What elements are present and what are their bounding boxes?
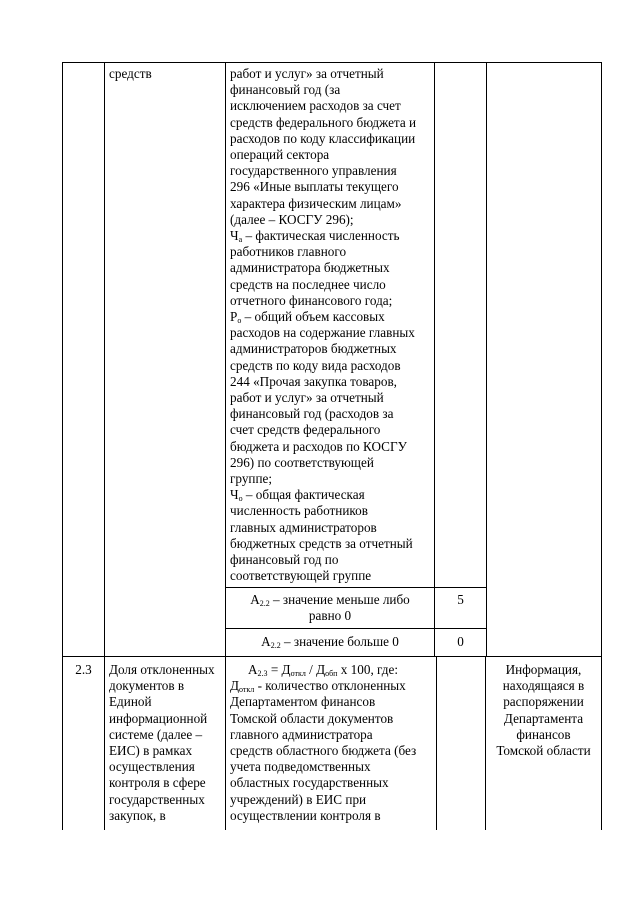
- text-line: главного администратора: [230, 726, 373, 742]
- variable-co-definition: [230, 487, 416, 503]
- criterion-text-part: – значение больше 0: [280, 634, 399, 649]
- text-line: расходов на содержание главных: [230, 325, 415, 341]
- indicator-name-cell: [109, 66, 152, 82]
- criterion-text-part: – значение меньше либо: [269, 592, 410, 607]
- variable-ca-definition: [230, 228, 416, 244]
- table-border: [434, 62, 435, 656]
- table-border: [104, 656, 105, 830]
- text-line: системе (далее –: [109, 726, 203, 742]
- text-line: 296 «Иные выплаты текущего: [230, 179, 399, 195]
- row-number-cell: [63, 662, 104, 678]
- table-border: [62, 62, 602, 63]
- formula-subscript: откл: [290, 669, 306, 678]
- variable-symbol: Р: [230, 309, 238, 325]
- text-line: средств на последнее число: [230, 276, 386, 292]
- info-source-cell: [486, 662, 601, 759]
- variable-symbol: Ч: [230, 487, 239, 503]
- text-line: средств по коду вида расходов: [230, 357, 401, 373]
- text-line: государственного управления: [230, 163, 397, 179]
- text-line: средств федерального бюджета и: [230, 114, 417, 130]
- formula-subscript: обп: [325, 669, 338, 678]
- text-line: бюджетных средств за отчетный: [230, 535, 413, 551]
- variable-subscript: а: [238, 235, 243, 245]
- text-line: работ и услуг» за отчетный: [230, 390, 384, 406]
- points-cell: [435, 634, 486, 650]
- text-line: 244 «Прочая закупка товаров,: [230, 373, 397, 389]
- variable-text: – фактическая численность: [242, 228, 400, 244]
- text-line: Департаментом финансов: [230, 694, 376, 710]
- variable-symbol: Ч: [230, 228, 239, 244]
- table-border: [104, 62, 105, 656]
- table-border: [486, 62, 487, 656]
- table-border: [601, 62, 602, 656]
- calculation-description-cell: [230, 66, 416, 585]
- text-line: бюджета и расходов по КОСГУ: [230, 438, 407, 454]
- table-border: [225, 587, 487, 588]
- text-line: финансовый год по: [230, 552, 339, 568]
- text-line: документов в: [109, 678, 185, 694]
- text-line: распоряжении: [503, 694, 584, 710]
- text-line: учета подведомственных: [230, 759, 371, 775]
- table-border: [225, 656, 226, 830]
- criterion-subscript: 2.2: [259, 599, 270, 608]
- points-cell: [435, 592, 486, 608]
- formula: [230, 662, 416, 678]
- points-value: 5: [457, 592, 464, 607]
- variable-text: – общий объем кассовых: [241, 309, 385, 325]
- text-line: главных администраторов: [230, 519, 377, 535]
- text-line: государственных: [109, 791, 205, 807]
- row-number: 2.3: [75, 662, 92, 677]
- text-line: работников главного: [230, 244, 347, 260]
- text-line: Информация,: [505, 662, 582, 677]
- text-line: (далее – КОСГУ 296);: [230, 211, 354, 227]
- text-line: финансовый год (за: [230, 82, 341, 98]
- criterion-cell: [226, 634, 434, 650]
- criterion-symbol: А: [261, 634, 271, 649]
- criterion-text: [226, 634, 434, 650]
- variable-subscript: откл: [239, 685, 255, 695]
- text-line: финансов: [516, 726, 571, 742]
- text-line: ЕИС) в рамках: [109, 743, 193, 759]
- text-line: 296) по соответствующей: [230, 454, 374, 470]
- table-border: [225, 628, 487, 629]
- text-line: осуществления: [109, 759, 195, 775]
- text-line: расходов по коду классификации: [230, 130, 416, 146]
- text-line: Доля отклоненных: [109, 662, 215, 677]
- variable-subscript: о: [238, 494, 243, 504]
- text-line: исключением расходов за счет: [230, 98, 401, 114]
- text-line: Томской области: [496, 743, 591, 759]
- criterion-text: [226, 592, 434, 608]
- points-value: 0: [457, 634, 464, 649]
- text-line: закупок, в: [109, 807, 166, 823]
- table-border: [436, 656, 437, 830]
- table-border: [62, 656, 602, 657]
- text-line: счет средств федерального: [230, 422, 381, 438]
- formula-symbol: А: [248, 662, 258, 677]
- text-line: средств областного бюджета (без: [230, 743, 417, 759]
- text-line: работ и услуг» за отчетный: [230, 66, 384, 81]
- text-line: отчетного финансового года;: [230, 292, 393, 308]
- variable-dotkl-definition: [230, 678, 416, 694]
- formula-part: = Д: [267, 662, 291, 677]
- indicator-name-cell: [109, 662, 215, 824]
- variable-text: - количество отклоненных: [254, 678, 406, 694]
- text-line: Томской области документов: [230, 710, 394, 726]
- table-border: [601, 656, 602, 830]
- table-border: [225, 62, 226, 656]
- text-line: численность работников: [230, 503, 368, 519]
- text-line: контроля в сфере: [109, 775, 206, 791]
- text-line: учреждений) в ЕИС при: [230, 791, 367, 807]
- formula-part: / Д: [305, 662, 326, 677]
- text-line: группе;: [230, 471, 273, 487]
- text-line: Единой: [109, 694, 152, 710]
- text-line: находящаяся в: [502, 678, 585, 694]
- text-line: финансовый год (расходов за: [230, 406, 394, 422]
- formula-subscript: 2.3: [257, 669, 268, 678]
- variable-po-definition: [230, 309, 416, 325]
- text-line: информационной: [109, 710, 208, 726]
- text-line: средств: [109, 66, 152, 81]
- text-line: операций сектора: [230, 147, 330, 163]
- text-line: осуществлении контроля в: [230, 807, 381, 823]
- text-line: администраторов бюджетных: [230, 341, 397, 357]
- text-line: администратора бюджетных: [230, 260, 390, 276]
- criterion-symbol: А: [250, 592, 260, 607]
- calculation-description-cell: [230, 662, 416, 824]
- criterion-subscript: 2.2: [270, 641, 281, 650]
- formula-part: х 100, где:: [337, 662, 399, 677]
- table-border: [62, 62, 63, 656]
- variable-text: – общая фактическая: [242, 487, 365, 503]
- variable-subscript: о: [237, 316, 242, 326]
- text-line: областных государственных: [230, 775, 389, 791]
- criterion-cell: [226, 592, 434, 624]
- text-line: Департамента: [503, 710, 584, 726]
- criterion-text: равно 0: [308, 608, 352, 624]
- variable-symbol: Д: [230, 678, 239, 694]
- text-line: характера физическим лицам»: [230, 195, 402, 211]
- table-border: [62, 656, 63, 830]
- text-line: соответствующей группе: [230, 568, 372, 584]
